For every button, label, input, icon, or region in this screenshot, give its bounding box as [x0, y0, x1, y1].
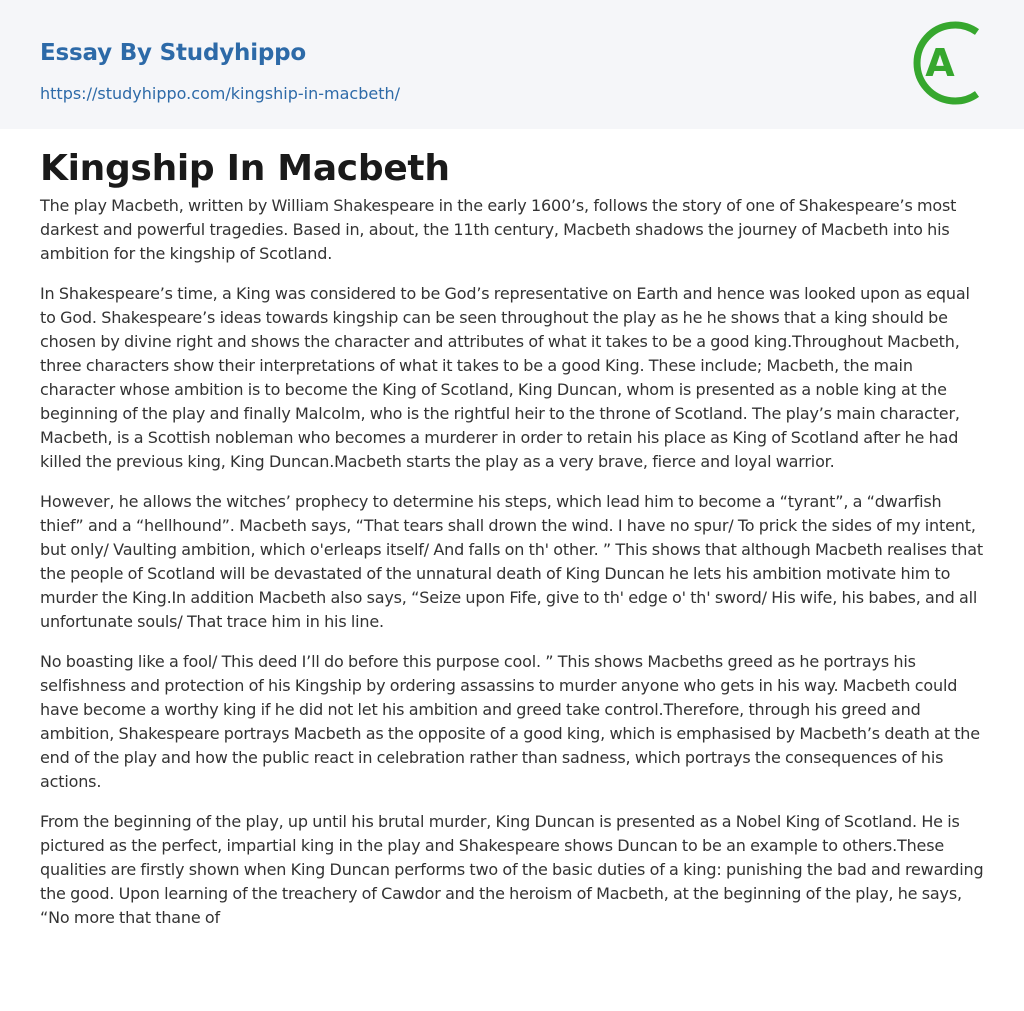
page-title: Kingship In Macbeth	[40, 148, 450, 189]
article-paragraph: From the beginning of the play, up until his brutal murder, King Duncan is presented as a Nobel King of Scotland. He is pictured as the perfect, impartial king in the play and Shakespeare shows Duncan to be an example to others.These qualities are firstly shown when King Duncan performs two of the basic duties of a king: punishing the bad and rewarding the good. Upon learning of the treachery of Cawdor and the heroism of Macbeth, at the beginning of the play, he says, “No more that thane of	[40, 812, 984, 927]
article-paragraph: No boasting like a fool/ This deed I’ll do before this purpose cool. ” This shows Macbeths greed as he portrays his selfishness and protection of his Kingship by ordering assassins to murder anyone who gets in his way. Macbeth could have become a worthy king if he did not let his ambition and greed take control.Therefore, through his greed and ambition, Shakespeare portrays Macbeth as the opposite of a good king, which is emphasised by Macbeth’s death at the end of the play and how the public react in celebration rather than sadness, which portrays the consequences of his actions.	[40, 652, 980, 791]
article-content	[0, 129, 1024, 930]
article-paragraph: In Shakespeare’s time, a King was considered to be God’s representative on Earth and hence was looked upon as equal to God. Shakespeare’s ideas towards kingship can be seen throughout the play as he he shows that a king should be chosen by divine right and shows the character and attributes of what it takes to be a good king.Throughout Macbeth, three characters show their interpretations of what it takes to be a good King. These include; Macbeth, the main character whose ambition is to become the King of Scotland, King Duncan, whom is presented as a noble king at the beginning of the play and finally Malcolm, who is the rightful heir to the throne of Scotland. The play’s main character, Macbeth, is a Scottish nobleman who becomes a murderer in order to retain his place as King of Scotland after he had killed the previous king, King Duncan.Macbeth starts the play as a very brave, fierce and loyal warrior.	[40, 284, 970, 471]
studyhippo-logo-icon[interactable]	[907, 19, 987, 107]
site-header	[0, 0, 1024, 129]
essay-url-link[interactable]: https://studyhippo.com/kingship-in-macbeth/	[40, 84, 400, 103]
article-paragraph: The play Macbeth, written by William Shakespeare in the early 1600’s, follows the story of one of Shakespeare’s most darkest and powerful tragedies. Based in, about, the 11th century, Macbeth shadows the journey of Macbeth into his ambition for the kingship of Scotland.	[40, 196, 957, 263]
site-title[interactable]: Essay By Studyhippo	[40, 40, 307, 66]
logo-letter: A	[925, 41, 955, 85]
article-paragraph: However, he allows the witches’ prophecy to determine his steps, which lead him to become a “tyrant”, a “dwarfish thief” and a “hellhound”. Macbeth says, “That tears shall drown the wind. I have no spur/ To prick the sides of my intent, but only/ Vaulting ambition, which o'erleaps itself/ And falls on th' other. ” This shows that although Macbeth realises that the people of Scotland will be devastated of the unnatural death of King Duncan he lets his ambition motivate him to murder the King.In addition Macbeth also says, “Seize upon Fife, give to th' edge o' th' sword/ His wife, his babes, and all unfortunate souls/ That trace him in his line.	[40, 492, 983, 631]
